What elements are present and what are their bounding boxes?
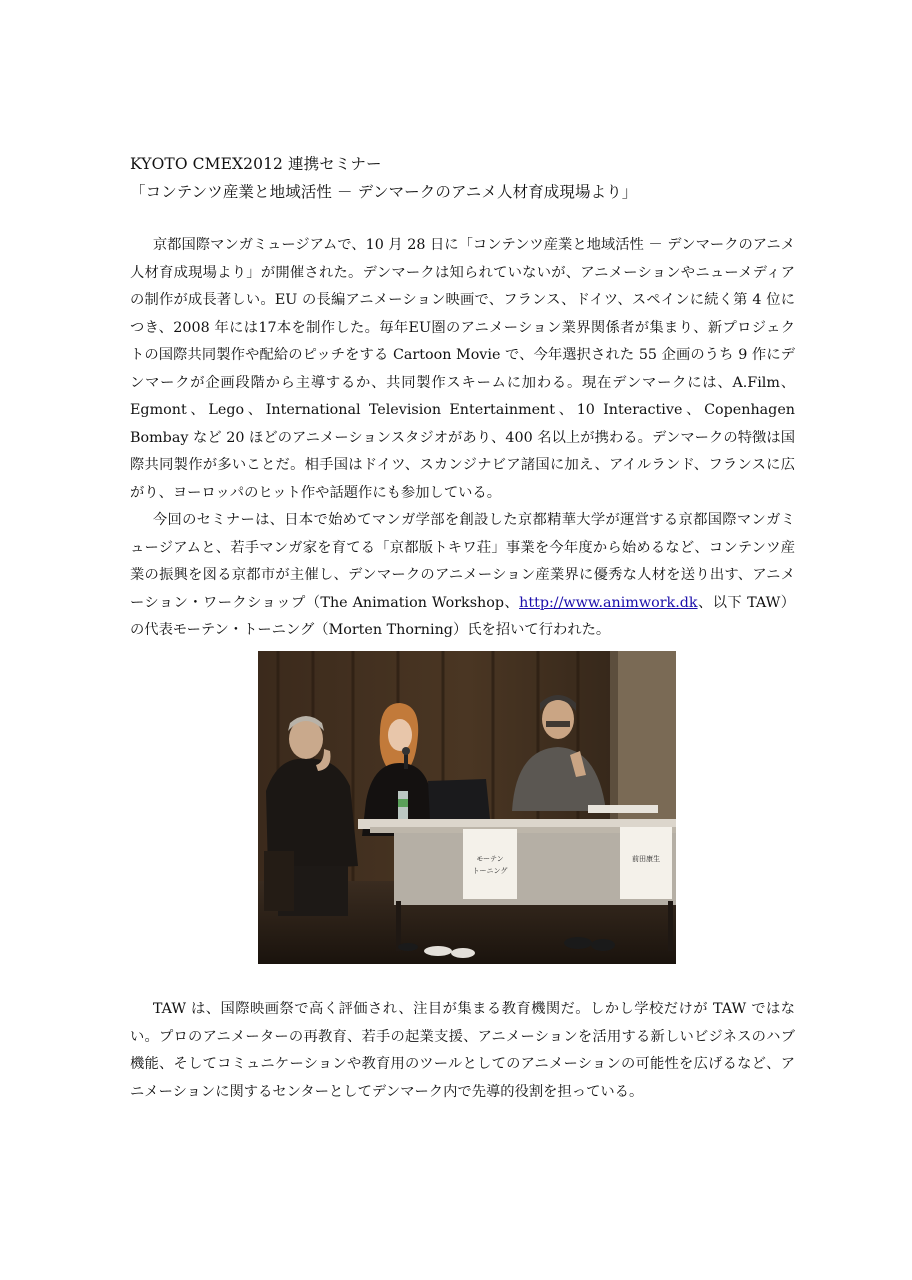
seminar-photo <box>258 651 676 964</box>
body-text-upper <box>130 232 795 645</box>
seminar-photo-illustration <box>258 651 676 964</box>
paragraph-2-text-b: 、以下 TAW）の代表モーテン・トーニング（Morten Thorning）氏を招いて行われた。 <box>130 594 795 638</box>
article-heading <box>130 150 810 206</box>
heading-line-2: 「コンテンツ産業と地域活性 － デンマークのアニメ人材育成現場より」 <box>130 183 638 201</box>
paragraph-2-text-a: 今回のセミナーは、日本で始めてマンガ学部を創設した京都精華大学が運営する京都国際マンガミュージアムと、若手マンガ家を育てる「京都版トキワ荘」事業を今年度から始めるなど、コンテンツ産業の振興を図る京都市が主催し、デンマークのアニメーション産業界に優秀な人材を送り出す、アニメーション・ワークショップ（The Animation Workshop、 <box>130 512 795 611</box>
placard-left-line-2: トーニング <box>472 867 508 875</box>
placard-left-line-1: モーテン <box>476 855 504 863</box>
animwork-link[interactable]: http://www.animwork.dk <box>519 594 698 611</box>
heading-line-1: KYOTO CMEX2012 連携セミナー <box>130 155 382 173</box>
paragraph-3: TAW は、国際映画祭で高く評価され、注目が集まる教育機関だ。しかし学校だけが TAW ではない。プロのアニメーターの再教育、若手の起業支援、アニメーションを活用する新しいビジネスのハブ機能、そしてコミュニケーションや教育用のツールとしてのアニメーションの可能性を広げるなど、アニメーションに関するセンターとしてデンマーク内で先導的役割を担っている。 <box>130 1001 795 1100</box>
paragraph-1: 京都国際マンガミュージアムで、10 月 28 日に「コンテンツ産業と地域活性 － デンマークのアニメ人材育成現場より」が開催された。デンマークは知られていないが、アニメーションやニューメディアの制作が成長著しい。EU の長編アニメーション映画で、フランス、ドイツ、スペインに続く第 4 位につき、2008 年には17本を制作した。毎年EU圏のアニメーション業界関係者が集まり、新プロジェクトの国際共同製作や配給のピッチをする Cartoon Movie で、今年選択された 55 企画のうち 9 作にデンマークが企画段階から主導するか、共同製作スキームに加わる。現在デンマークには、A.Film、Egmont、Lego、International Television Entertainment、10 Interactive、Copenhagen Bombay など 20 ほどのアニメーションスタジオがあり、400 名以上が携わる。デンマークの特徴は国際共同製作が多いことだ。相手国はドイツ、スカンジナビア諸国に加え、アイルランド、フランスに広がり、ヨーロッパのヒット作や話題作にも参加している。 <box>130 237 795 501</box>
paragraph-2 <box>130 507 795 645</box>
body-text-lower <box>130 996 795 1106</box>
placard-right-name: 前田康生 <box>632 855 660 863</box>
